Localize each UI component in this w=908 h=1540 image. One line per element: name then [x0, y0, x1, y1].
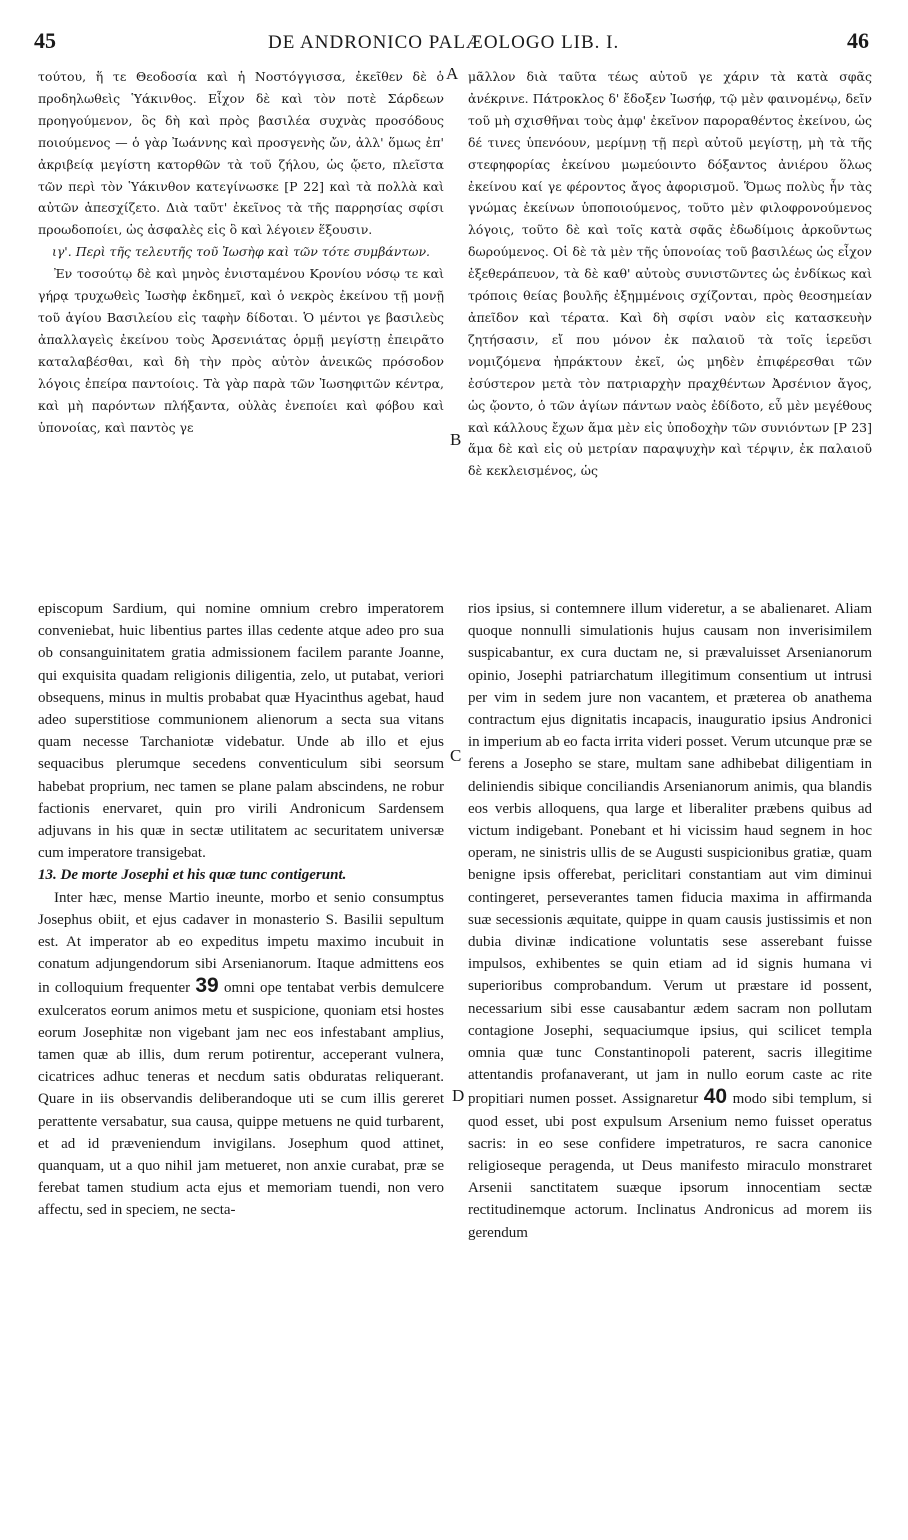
latin-right-paragraph-1a: rios ipsius, si contemnere illum videretur, a se abalienaret. Aliam quoque nonnulli simulationis hujus causam non inverisimilem suspicabantur, ex cura ductam ne, si prævaluisset Arsenianorum opinio, Josephi patriarchatum illegitimum consentium ut intrusi per vim in sedem jure non vacantem, et præterea ob anathema contractum ejus dignitatis incapacis, inauguratio ipsius Andronici in imperium ab eo facta irrita videri posset. Verum utcunque præ se ferens a Josepho se stare, multam sane adhibebat diligentiam in deliniendis sibique conciliandis Arsenianorum animis, qua blandis eos verbis alloquens, qua large et liberaliter præbens quibus ad victum indigebant. Ponebant et hi vicissim haud segnem in hoc operam, ne sinistris ullis de se Augusti suspicionibus gratiæ, quam benigne ipsis offerebat, periclitari constantiam aut vim diminui contingeret, perseverantes tamen fiducia maxima in affirmanda suæ secessionis æquitate, quippe in quam causis justissimis et non dubia divinæ indicatione voluntatis sese asserebant fuisse impulsos, exhibentes se quin etiam ad id signis humana vi superioribus comprobandum. Verum ut præstare id possent, necessarium sibi esse causabantur ædem sacram non pollutam contagione Josephi, sequaciumque ipsius, qui scilicet templa omnia quæ tunc Constantinopoli paterent, sacris illegitime attentandis profanaverant, ut jam in nullo eorum caste ac rite propitiari numen posset. Assignaretur — [468, 601, 872, 1108]
latin-left-paragraph-2a: Inter hæc, mense Martio ineunte, morbo et senio consumptus Josephus obiit, et ejus cadaver in monasterio S. Basilii sepultum est. At imperator ab eo expeditus impetu maximo incubuit in conatum adjungendorum sibi Arsenianorum. Itaque admittens eos in colloquium frequenter — [38, 889, 444, 997]
latin-left-paragraph-1: episcopum Sardium, qui nomine omnium crebro imperatorem conveniebat, huic libentius partes illas cedente atque adeo pro sua ob consanguinitatem gratia admissionem facilem parante Joanne, qui exquisita quadam religionis diligentia, zelo, ut putabat, veriori obsequens, minus in multis probabat quæ Hyacinthus agebat, haud adeo superstitiose communionem alienorum a secta sua vitans quam necesse Tarchaniotæ videbatur. Unde ab illo et ejus sequacibus plerumque secedens conventiculum sibi seorsum habebat proprium, nec tamen se plane palam abscindens, ne robur factionis enervaret, quin pro virili Andronicum Sardensem adjuvans in his quæ in sectæ utilitatem ac securitatem universæ cum imperatore transigebat. — [38, 601, 444, 862]
edition-page-marker-39: 39 — [195, 974, 219, 998]
latin-section-heading — [38, 864, 444, 886]
margin-letter-a: A — [446, 64, 459, 83]
running-header — [0, 28, 908, 58]
page-number-left: 45 — [34, 28, 56, 53]
page-number-right: 46 — [847, 28, 869, 53]
latin-section-title: De morte Josephi et his quæ tunc contigerunt. — [60, 867, 347, 884]
latin-right-paragraph-1 — [468, 598, 872, 1244]
latin-column-right — [468, 598, 872, 1244]
latin-section-number: 13. — [38, 867, 57, 884]
edition-page-marker-40: 40 — [703, 1085, 728, 1109]
margin-letter-c: C — [450, 746, 462, 765]
margin-letter-d: D — [452, 1086, 465, 1105]
greek-left-paragraph-1: τούτου, ἥ τε Θεοδοσία καὶ ἡ Νοστόγγισσα, ἐκεῖθεν δὲ ὁ προδηλωθεὶς Ὑάκινθος. Εἶχον δὲ καὶ τὸν ποτὲ Σάρδεων προηγούμενον, ὃς δὴ καὶ πρὸς βασιλέα συχνὰς προσόδους ποιούμενος — ὁ γὰρ Ἰωάννης καὶ προσγενὴς ὤν, ἀλλ' ὅμως ἐπ' ἀκριβείᾳ μεγίστη κατορθῶν τὰ τοῦ ζήλου, ὡς ᾤετο, πλεῖστα τῶν περὶ τὸν Ὑάκινθον κατεγίνωσκε [P 22] καὶ τὰ πολλὰ καὶ αὐτῶν ἀπεσχίζετο. Διὰ ταῦτ' ἐκεῖνος τὰ τῆς παρρησίας σφίσι προωδοποίει, ὡς ἀσφαλὲς εἰς ὃ καὶ λέγοιεν ἕξουσιν. — [38, 69, 444, 238]
latin-column-left — [38, 598, 444, 1222]
greek-column-left — [38, 66, 444, 438]
greek-right-paragraph-1: μᾶλλον διὰ ταῦτα τέως αὐτοῦ γε χάριν τὰ κατὰ σφᾶς ἀνέκρινε. Πάτροκλος δ' ἔδοξεν Ἰωσήφ, τῷ μὲν φαινομένῳ, δεῖν τοῦ μὴ σχισθῆναι τοὺς ἀμφ' ἐκεῖνον παροραθέντος ἐκείνου, ὡς δέ τινες ὑπενόουν, μερίμνῃ τῇ περὶ αὐτοῦ μεγίστῃ, μὴ τὰ τῆς στεφηφορίας ἐκείνου μωμεύοιντο δόξαντος ἀνιέρου ὅλως ἐκείνου καί γε φέροντος ἄγος ἀφορισμοῦ. Ὅμως πολὺς ἦν τὰς γνώμας ἐκείνων ὑποποιούμενος, τοῦτο μὲν φιλοφρονούμενος λόγοις, τοῦτο δὲ καὶ τοῖς κατὰ σφᾶς ἐδωδίμοις ἀρκοῦντως δωρούμενος. Οἱ δὲ τὰ μὲν τῆς ὑπονοίας τοῦ βασιλέως ὡς εἶχον ἐξεθεράπευον, τὰ δὲ καθ' αὐτοὺς συνιστῶντες ὡς ἐνδίκως καὶ τρόποις θείας βουλῆς ἐξημμένοις σχίζονται, πρὸς θεοσημείαν ἀπεῖδον καὶ τέρατα. Καὶ δὴ σφίσι ναὸν εἰς κατασκευὴν ζητήσασιν, εἴ που μόνον ἐκ παλαιοῦ τὰ τοῖς ἱερεῦσι νομιζόμενα ἠπράκτουν ἐκεῖ, ὡς μηδὲν ἐπιφέρεσθαι τῶν ἐσύστερον μετὰ τὸν πατριαρχὴν πραχθέντων Ἀρσένιον ἄγος, ὡς ᾤοντο, ὁ τῶν ἁγίων πάντων ναὸς ἐδίδοτο, εὖ μὲν μεγέθους καὶ κάλλους ἔχων ἅμα μὲν εἰς ὑποδοχὴν τῶν συνιόντων [P 23] ἅμα δὲ καὶ εἰς οὐ μετρίαν παραψυχὴν καὶ τέρψιν, ἐκ παλαιοῦ δὲ κεκλεισμένος, ὡς — [468, 69, 872, 479]
greek-left-paragraph-2: Ἐν τοσούτῳ δὲ καὶ μηνὸς ἐνισταμένου Κρονίου νόσῳ τε καὶ γήρᾳ τρυχωθεὶς Ἰωσὴφ ἐκδημεῖ, καὶ ὁ νεκρὸς ἐκείνου τῇ μονῇ τοῦ ἁγίου Βασιλείου εἰς ταφὴν δίδοται. Ὁ μέντοι γε βασιλεὺς ἀπαλλαγεὶς ἐκείνου τοὺς Ἀρσενιάτας ὁρμῇ μεγίστῃ ἐπειρᾶτο καταλαβέσθαι, καὶ δὴ τὴν πρὸς αὐτὸν ἀνεικῶς πρόσοδον λόγοις ἐπείρα παντοίοις. Τὰ γὰρ παρὰ τῶν Ἰωσηφιτῶν κέντρα, καὶ μὴ παρόντων πλήξαντα, οὐλὰς ἐνεποίει καὶ φόβου καὶ ὑπονοίας, καὶ παντὸς γε — [38, 266, 444, 435]
latin-left-paragraph-2 — [38, 887, 444, 1222]
greek-section-heading: ιγ'. Περὶ τῆς τελευτῆς τοῦ Ἰωσὴφ καὶ τῶν τότε συμβάντων. — [51, 244, 431, 260]
greek-column-right — [468, 66, 872, 482]
latin-right-paragraph-1b: modo sibi templum, si quod esset, ubi post expulsum Arsenium nemo fuisset operatus sacris: in eo sese confidere impetraturos, re sacra canonice religioseque peragenda, ut Deus manifesto miraculo monstraret Arsenii sanctitatem suæque ipsorum innocentiam sectæ rectitudinemque actorum. Inclinatus Andronicus ad morem iis gerendum — [468, 1091, 872, 1241]
running-title: DE ANDRONICO PALÆOLOGO LIB. I. — [268, 32, 620, 53]
margin-letter-b: B — [450, 430, 462, 449]
latin-left-paragraph-2b: omni ope tentabat verbis demulcere exulceratos eorum animos metu et suspicione, quoniam etsi hostes eorum Josephitæ non vigebant jam nec eos infestabant amplius, tamen quæ ab illis, dum rerum potirentur, acceperant vulnera, cicatrices adhuc teneras et necdum satis obduratas reliquerant. Quare in iis observandis deliberandoque uti se cum illis gereret perattente versabatur, sua causa, quippe metuens ne quid turbarent, et ad id præveniendum invigilans. Josephum quod attinet, quanquam, ut a quo nihil jam metueret, non anxie curabat, præ se ferebat tamen studium acta ejus et memoriam tuendi, non vero affectu, sed in speciem, ne secta- — [38, 980, 445, 1219]
